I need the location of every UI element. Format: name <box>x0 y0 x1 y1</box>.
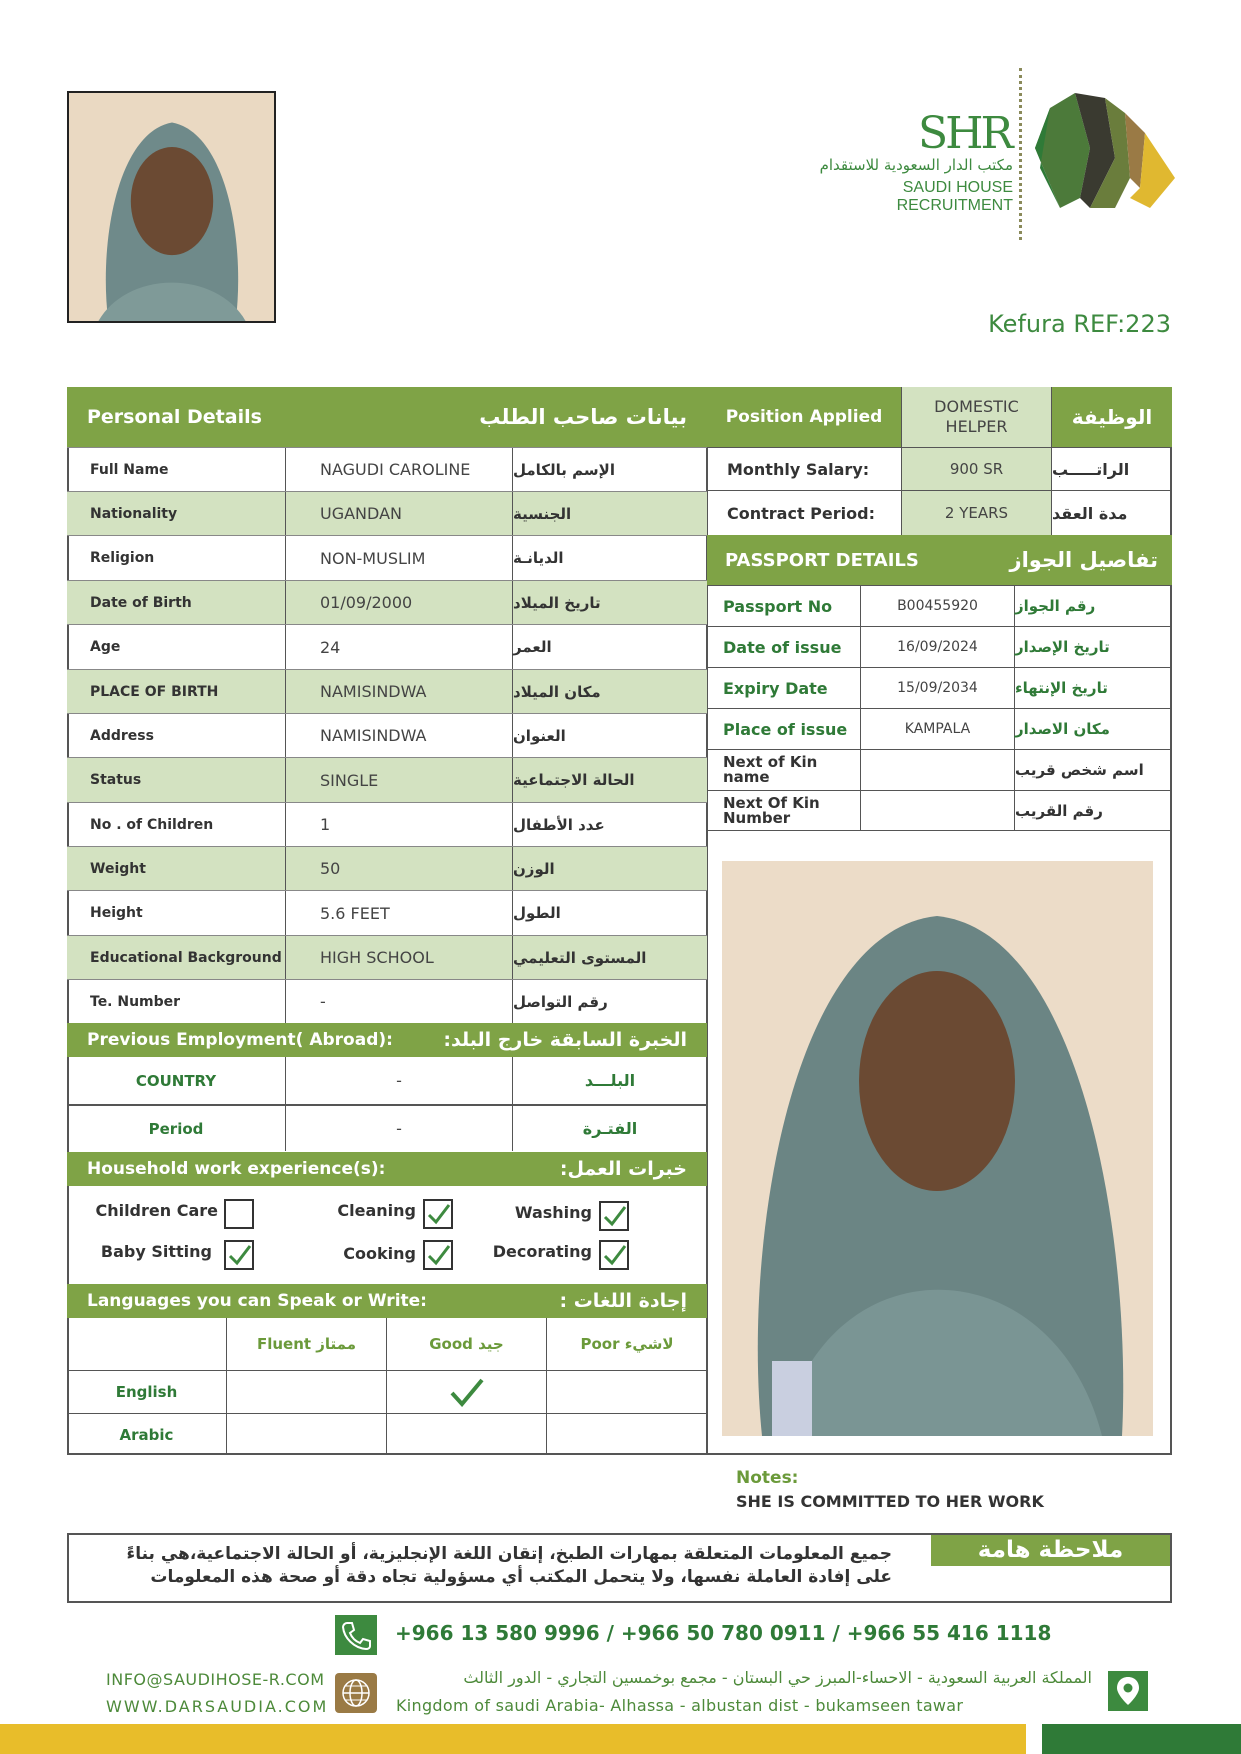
row-value: - <box>286 1057 513 1104</box>
row-value: 16/09/2024 <box>861 627 1015 667</box>
row-value: NAGUDI CAROLINE <box>286 448 513 491</box>
passport-header <box>707 535 1172 585</box>
skill-checkbox-decorating[interactable] <box>599 1240 629 1270</box>
lang-cell-good <box>387 1371 547 1413</box>
check-icon <box>603 1204 627 1228</box>
applicant-photo-small <box>67 91 276 323</box>
position-header-row <box>707 387 1172 447</box>
address-arabic: المملكة العربية السعودية - الاحساء-المبرز حي البستان - مجمع بوخمسين التجاري - الدور الثالث <box>463 1668 1092 1687</box>
row-label-ar: مكان الاصدار <box>1015 720 1110 738</box>
row-label-ar: الفتـرة <box>582 1119 638 1138</box>
personal-row-education <box>67 935 707 979</box>
lang-header-fluent: Fluent ممتاز <box>227 1318 387 1370</box>
personal-row-phone <box>67 979 707 1023</box>
previous-row-country <box>67 1057 707 1104</box>
lang-cell-good <box>387 1414 547 1455</box>
passport-row-kin-number <box>707 790 1172 831</box>
skill-checkbox-washing[interactable] <box>599 1201 629 1231</box>
row-value: 24 <box>286 625 513 669</box>
row-value: NAMISINDWA <box>286 714 513 757</box>
language-row-arabic <box>67 1413 707 1455</box>
personal-row-nationality <box>67 491 707 535</box>
row-label-ar: مكان الميلاد <box>513 682 601 701</box>
passport-title-en: PASSPORT DETAILS <box>725 549 919 571</box>
personal-row-height <box>67 890 707 935</box>
row-label-ar: رقم الجواز <box>1015 597 1096 615</box>
personal-row-dob <box>67 580 707 624</box>
passport-title-ar: تفاصيل الجواز <box>1009 548 1158 572</box>
lang-header-poor: Poor لاشيء <box>580 1335 674 1353</box>
row-value: KAMPALA <box>861 709 1015 749</box>
row-label-ar: الطول <box>513 904 561 922</box>
lang-cell-poor <box>547 1414 707 1455</box>
row-label: Weight <box>67 847 286 890</box>
row-label: PLACE OF BIRTH <box>67 670 286 713</box>
passport-row-expiry <box>707 667 1172 708</box>
lang-cell-fluent <box>227 1371 387 1413</box>
row-label-ar: تاريخ الميلاد <box>513 593 601 612</box>
important-notice-text <box>90 1543 892 1589</box>
row-value <box>861 750 1015 790</box>
contract-row <box>707 490 1172 535</box>
row-value: B00455920 <box>861 586 1015 626</box>
position-label-en: Position Applied <box>707 387 902 447</box>
phone-numbers: +966 13 580 9996 / +966 50 780 0911 / +966 55 416 1118 <box>395 1621 1052 1645</box>
skill-label: Cleaning <box>337 1201 416 1220</box>
address-english: Kingdom of saudi Arabia- Alhassa - albustan dist - bukamseen tawar <box>396 1696 964 1715</box>
row-value: 5.6 FEET <box>286 891 513 935</box>
row-label-ar: الراتـــــب <box>1052 459 1130 479</box>
languages-header-row <box>67 1318 707 1370</box>
row-label-ar: الجنسية <box>513 504 572 523</box>
row-label: COUNTRY <box>67 1057 286 1104</box>
row-label: Date of Birth <box>67 581 286 624</box>
household-title-ar: خبرات العمل: <box>559 1158 687 1180</box>
row-label-ar: عدد الأطفال <box>513 815 605 834</box>
row-label: Full Name <box>67 448 286 491</box>
row-label-ar: تاريخ الإنتهاء <box>1015 679 1108 697</box>
passport-row-kin-name <box>707 749 1172 790</box>
row-label: Contract Period: <box>707 491 902 535</box>
check-icon <box>603 1243 627 1267</box>
personal-title-ar: بيانات صاحب الطلب <box>479 405 687 429</box>
skill-label: Cooking <box>343 1244 416 1263</box>
skill-checkbox-children-care[interactable] <box>224 1199 254 1229</box>
passport-row-place <box>707 708 1172 749</box>
personal-row-religion <box>67 535 707 580</box>
row-label: Religion <box>67 536 286 580</box>
row-label: No . of Children <box>67 803 286 846</box>
previous-employment-header <box>67 1023 707 1057</box>
personal-row-full-name <box>67 447 707 491</box>
skill-checkbox-cleaning[interactable] <box>423 1199 453 1229</box>
position-table <box>707 387 1172 535</box>
applicant-photo-large <box>722 861 1153 1436</box>
skill-label: Washing <box>514 1203 592 1222</box>
logo-divider <box>1019 68 1022 240</box>
household-title-en: Household work experience(s): <box>87 1159 386 1179</box>
logo-arabic-name: مكتب الدار السعودية للاستقدام <box>819 156 1013 174</box>
row-label: Age <box>67 625 286 669</box>
check-icon <box>427 1243 451 1267</box>
important-line-1: جميع المعلومات المتعلقة بمهارات الطبخ، إتقان اللغة الإنجليزية، أو الحالة الاجتماعية،هي بناءً <box>126 1544 892 1564</box>
row-label: Address <box>67 714 286 757</box>
company-logo <box>790 68 1180 240</box>
row-value: NAMISINDWA <box>286 670 513 713</box>
row-label: Monthly Salary: <box>707 448 902 490</box>
skill-label: Children Care <box>95 1201 218 1220</box>
globe-icon <box>335 1673 377 1713</box>
check-icon <box>450 1377 484 1407</box>
row-label: Place of issue <box>707 709 861 749</box>
notes-text: SHE IS COMMITTED TO HER WORK <box>736 1492 1044 1511</box>
skill-label: Decorating <box>492 1242 592 1261</box>
personal-row-children <box>67 802 707 846</box>
row-value: 900 SR <box>902 448 1052 490</box>
row-value: - <box>286 980 513 1023</box>
row-label: Nationality <box>67 492 286 535</box>
position-value: DOMESTIC HELPER <box>902 387 1052 447</box>
passport-row-number <box>707 585 1172 626</box>
skill-checkbox-baby-sitting[interactable] <box>224 1240 254 1270</box>
skill-checkbox-cooking[interactable] <box>423 1240 453 1270</box>
row-value: HIGH SCHOOL <box>286 936 513 979</box>
row-value: NON-MUSLIM <box>286 536 513 580</box>
lang-cell-poor <box>547 1371 707 1413</box>
row-label: Height <box>67 891 286 935</box>
row-label: Date of issue <box>707 627 861 667</box>
languages-table <box>67 1318 707 1455</box>
languages-title-ar: إجادة اللغات : <box>559 1290 687 1312</box>
personal-title-en: Personal Details <box>87 406 262 428</box>
row-value: 15/09/2034 <box>861 668 1015 708</box>
notes-title: Notes: <box>736 1468 799 1488</box>
row-label-ar: اسم شخص قريب <box>1015 761 1144 779</box>
passport-row-issue-date <box>707 626 1172 667</box>
position-label-ar: الوظيفة <box>1071 405 1153 429</box>
row-label: Next of Kin name <box>707 750 861 790</box>
saudi-map-logo-icon <box>1030 88 1180 218</box>
row-label: Next Of Kin Number <box>707 791 861 830</box>
row-label-ar: الديانـة <box>513 549 564 567</box>
salary-row <box>707 447 1172 490</box>
lang-cell-fluent <box>227 1414 387 1455</box>
row-label-ar: رقم التواصل <box>513 992 608 1011</box>
row-value <box>861 791 1015 830</box>
website-address[interactable]: WWW.DARSAUDIA.COM <box>106 1697 329 1716</box>
phone-icon <box>335 1615 377 1655</box>
personal-row-place-of-birth <box>67 669 707 713</box>
languages-title-en: Languages you can Speak or Write: <box>87 1291 427 1311</box>
row-label: Educational Background <box>67 936 286 979</box>
row-label: Status <box>67 758 286 802</box>
row-label-ar: الوزن <box>513 859 555 878</box>
language-name: English <box>67 1371 227 1413</box>
personal-row-weight <box>67 846 707 890</box>
previous-title-ar: الخبرة السابقة خارج البلد: <box>443 1029 687 1051</box>
row-label: Expiry Date <box>707 668 861 708</box>
lang-header-good: Good جيد <box>387 1318 547 1370</box>
row-label-ar: تاريخ الإصدار <box>1015 638 1110 656</box>
row-label-ar: الإسم بالكامل <box>513 460 615 479</box>
row-value: 1 <box>286 803 513 846</box>
personal-row-status <box>67 757 707 802</box>
passport-table <box>707 585 1172 831</box>
location-pin-icon <box>1108 1671 1148 1711</box>
personal-row-age <box>67 624 707 669</box>
row-label: Passport No <box>707 586 861 626</box>
kefura-reference: Kefura REF:223 <box>988 310 1171 338</box>
languages-header <box>67 1284 707 1318</box>
skill-label: Baby Sitting <box>100 1242 212 1261</box>
row-value: SINGLE <box>286 758 513 802</box>
lang-corner-cell <box>67 1318 227 1370</box>
footer-bar-yellow <box>0 1724 1026 1754</box>
logo-abbr: SHR <box>918 108 1011 159</box>
logo-english-name: SAUDI HOUSE RECRUITMENT <box>896 179 1013 214</box>
important-notice-tag: ملاحظة هامة <box>931 1535 1170 1566</box>
personal-row-address <box>67 713 707 757</box>
row-value: 01/09/2000 <box>286 581 513 624</box>
row-value: 50 <box>286 847 513 890</box>
footer-bar-green <box>1042 1724 1241 1754</box>
language-row-english <box>67 1370 707 1413</box>
language-name: Arabic <box>67 1414 227 1455</box>
row-value: 2 YEARS <box>902 491 1052 535</box>
important-line-2: على إفادة العاملة نفسها، ولا يتحمل المكتب أي مسؤولية تجاه دقة أو صحة هذه المعلومات <box>150 1567 892 1587</box>
row-value: UGANDAN <box>286 492 513 535</box>
personal-details-header <box>67 387 707 447</box>
row-label-ar: العمر <box>513 638 552 656</box>
previous-title-en: Previous Employment( Abroad): <box>87 1030 393 1050</box>
row-label-ar: البلـــد <box>584 1071 636 1090</box>
row-label-ar: رقم القريب <box>1015 801 1103 820</box>
row-label-ar: مدة العقد <box>1052 503 1128 523</box>
check-icon <box>228 1243 252 1267</box>
row-label-ar: العنوان <box>513 726 566 745</box>
email-address[interactable]: INFO@SAUDIHOSE-R.COM <box>106 1670 325 1689</box>
row-label: Period <box>67 1106 286 1151</box>
check-icon <box>427 1202 451 1226</box>
previous-row-period <box>67 1104 707 1151</box>
row-label: Te. Number <box>67 980 286 1023</box>
row-label-ar: الحالة الاجتماعية <box>513 771 635 789</box>
row-label-ar: المستوى التعليمي <box>513 948 647 967</box>
household-header <box>67 1152 707 1186</box>
row-value: - <box>286 1106 513 1151</box>
